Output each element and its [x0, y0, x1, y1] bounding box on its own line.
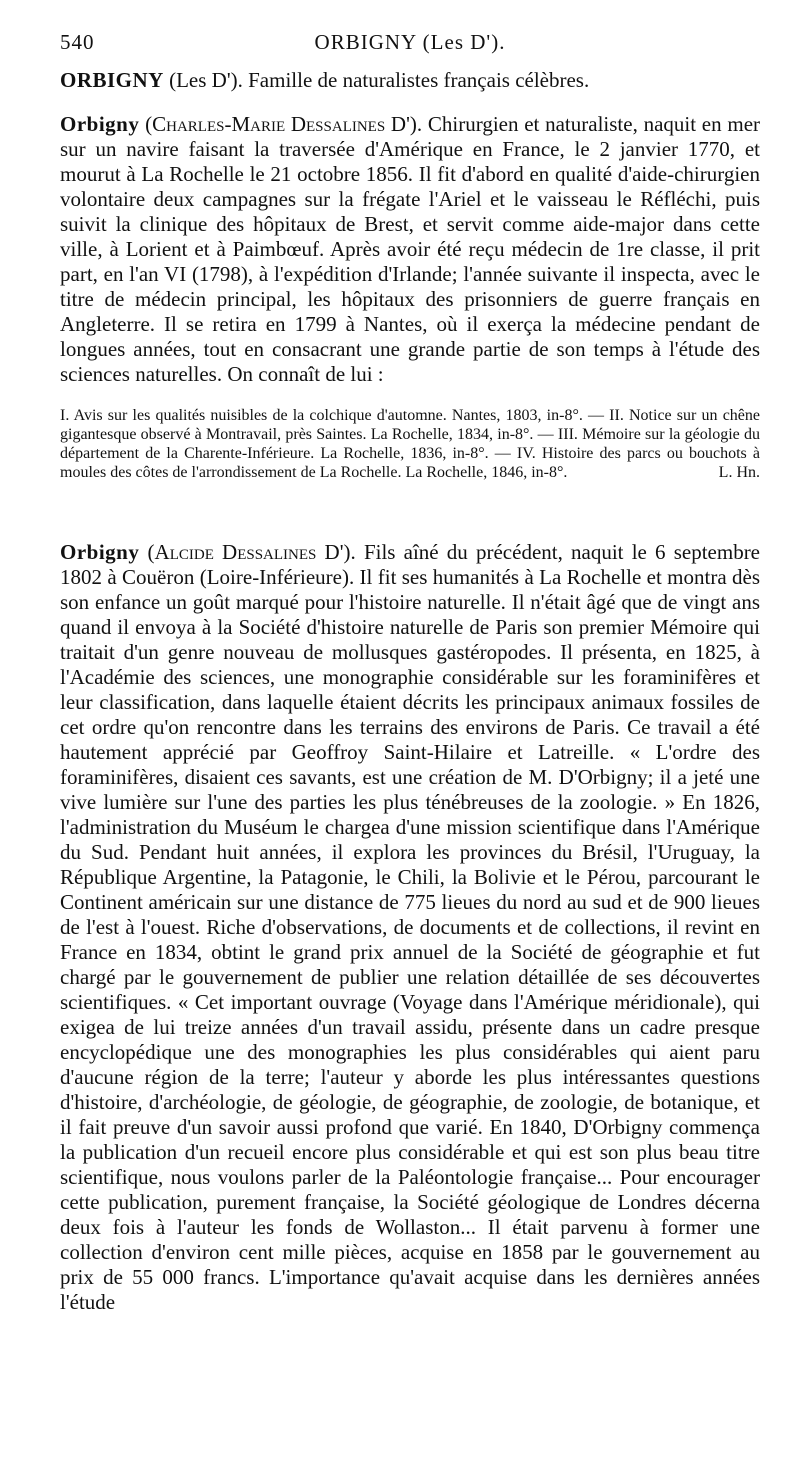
page-number: 540: [60, 30, 95, 54]
entry3-text: Fils aîné du précédent, naquit le 6 septembre 1802 à Couëron (Loire-Inférieure). Il fit ses humanités à La Rochelle et montra dès son enfance un goût marqué pour l'histoire naturelle. Il n'était âgé que de vingt ans quand il envoya à la Société d'histoire naturelle de Paris son premier Mémoire qui traitait d'un genre nouveau de mollusques gastéropodes. Il présenta, en 1825, à l'Académie des sciences, une monographie considérable sur les foraminifères et leur classification, dans laquelle étaient décrits les principaux animaux fossiles de cet ordre qu'on rencontre dans les terrains des environs de Paris. Ce travail a été hautement apprécié par Geoffroy Saint-Hilaire et Latreille. « L'ordre des foraminifères, disaient ces savants, est une création de M. D'Orbigny; il a jeté une vive lumière sur l'une des parties les plus ténébreuses de la zoologie. » En 1826, l'administration du Muséum le chargea d'une mission scientifique dans l'Amérique du Sud. Pendant huit années, il explora les provinces du Brésil, l'Uruguay, la République Argentine, la Patagonie, le Chili, la Bolivie et le Pérou, parcourant le Continent américain sur une distance de 775 lieues du nord au sud et de 900 lieues de l'est à l'ouest. Riche d'observations, de documents et de collections, il revint en France en 1834, obtint le grand prix annuel de la Société de géographie et fut chargé par le gouvernement de publier une relation détaillée de ses découvertes scientifiques. « Cet important ouvrage (Voyage dans l'Amérique méridionale), qui exigea de lui treize années d'un travail assidu, présente dans un cadre presque encyclopédique une des monographies les plus considérables qui aient paru d'aucune région de la terre; l'auteur y aborde les plus intéressantes questions d'histoire, d'archéologie, de géologie, de géographie, de zoologie, de botanique, et il fait preuve d'un savoir aussi profond que varié. En 1840, D'Orbigny commença la publication d'un recueil encore plus considérable et qui est son plus beau titre scientifique, nous voulons parler de la Paléontologie française... Pour encourager cette publication, purement française, la Société géologique de Londres décerna deux fois à l'auteur les fonds de Wollaston... Il était parvenu à former une collection d'environ cent mille pièces, acquise en 1858 par le gouvernement au prix de 55 000 francs. L'importance qu'avait acquise dans les dernières années l'étude: [60, 540, 761, 1314]
entry3-qualifier: (Alcide Dessalines D').: [147, 540, 356, 564]
running-head-title: ORBIGNY (Les D').: [314, 30, 506, 54]
entry1-headword: ORBIGNY: [60, 68, 164, 92]
entry2-bibliography: I. Avis sur les qualités nuisibles de la colchique d'automne. Nantes, 1803, in-8°. — II. Notice sur un chêne gigantesque observé à Montravail, près Saintes. La Rochelle, 1834, in-8°. — III. Mémoire sur la géologie du département de la Charente-Inférieure. La Rochelle, 1836, in-8°. — IV. Histoire des parcs ou bouchots à moules des côtes de l'arrondissement de La Rochelle. La Rochelle, 1846, in-8°.: [60, 407, 760, 481]
entry-famille: [60, 68, 760, 93]
entry1-text: Famille de naturalistes français célèbres.: [248, 68, 590, 92]
entry2-headword: Orbigny: [60, 112, 140, 136]
entry1-qualifier: (Les D').: [169, 68, 243, 92]
entry2-qualifier: (Charles-Marie Dessalines D').: [145, 112, 423, 136]
entry3-headword: Orbigny: [60, 540, 140, 564]
entry2-signature: L. Hn.: [718, 464, 760, 481]
entry2-bibliography-block: [60, 406, 760, 482]
entry-alcide: [60, 540, 760, 1315]
running-head: [60, 30, 760, 60]
entry-charles-marie: [60, 112, 760, 387]
entry2-text: Chirurgien et naturaliste, naquit en mer sur un navire faisant la traversée d'Amérique en France, le 2 janvier 1770, et mourut à La Rochelle le 21 octobre 1856. Il fit d'abord en qualité d'aide-chirurgien volontaire deux campagnes sur la frégate l'Ariel et le vaisseau le Réfléchi, puis suivit la clinique des hôpitaux de Brest, et servit comme aide-major dans cette ville, à Lorient et à Paimbœuf. Après avoir été reçu médecin de 1re classe, il prit part, en l'an VI (1798), à l'expédition d'Irlande; l'année suivante il inspecta, avec le titre de médecin principal, les hôpitaux des prisonniers de guerre français en Angleterre. Il se retira en 1799 à Nantes, où il exerça la médecine pendant de longues années, tout en consacrant une grande partie de son temps à l'étude des sciences naturelles. On connaît de lui :: [60, 112, 761, 386]
